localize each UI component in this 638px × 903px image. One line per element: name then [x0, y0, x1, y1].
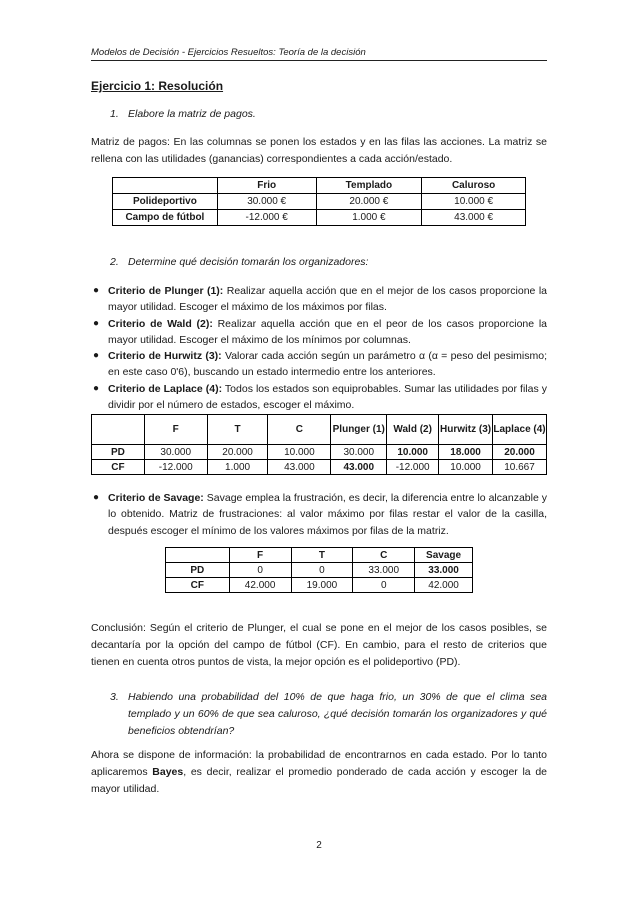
criteria-cell: 10.000 [439, 460, 493, 475]
criterion-label: Criterio de Savage: [108, 492, 204, 504]
criterion-label: Criterio de Wald (2): [108, 317, 213, 330]
criteria-list [91, 283, 547, 413]
criterion-text: Savage emplea la frustración, es decir, la diferencia entre lo alcanzable y lo obtenido. Matriz de frustraciones: al valor máximo por filas restar el valor de la casilla, después escoger el mínimo de los valores máximos por filas de la matriz. [108, 492, 548, 537]
savage-cell: 0 [229, 563, 291, 578]
list-item [91, 348, 547, 381]
criteria-cell: 30.000 [331, 445, 387, 460]
bullet-icon: ● [93, 285, 100, 296]
criteria-cell: 1.000 [207, 460, 268, 475]
payoff-header: Templado [316, 178, 422, 194]
payoff-cell: 30.000 € [217, 194, 316, 210]
criteria-header-corner [92, 415, 145, 445]
question-1-text: Elabore la matriz de pagos. [128, 108, 256, 120]
bullet-icon: ● [93, 382, 100, 394]
criteria-cell: 30.000 [144, 445, 207, 460]
savage-cell: 42.000 [229, 578, 291, 593]
payoff-cell: 10.000 € [422, 194, 526, 210]
savage-cell-best: 33.000 [415, 563, 473, 578]
savage-header: F [229, 548, 291, 563]
table-row [166, 563, 473, 578]
criterion-label: Criterio de Plunger (1): [108, 285, 224, 297]
criteria-header: F [144, 415, 207, 445]
savage-header-corner [166, 548, 230, 563]
criteria-cell-best: 43.000 [331, 460, 387, 475]
list-item [91, 381, 547, 414]
running-header: Modelos de Decisión - Ejercicios Resueltos: Teoría de la decisión [91, 47, 547, 61]
payoff-row-label: Polideportivo [113, 194, 218, 210]
table-row [92, 445, 547, 460]
savage-header: C [353, 548, 415, 563]
payoff-header-corner [113, 178, 218, 194]
section-title: Ejercicio 1: Resolución [91, 79, 224, 93]
criteria-header: Laplace (4) [493, 415, 547, 445]
criteria-cell: 43.000 [268, 460, 331, 475]
savage-table [165, 547, 473, 593]
criterion-text: Realizar aquella acción que en el mejor de los casos proporcione la mayor utilidad. Escoger el máximo de los máximos por filas. [108, 285, 547, 314]
question-3 [110, 689, 547, 740]
conclusion-paragraph: Conclusión: Según el criterio de Plunger, el cual se pone en el mejor de los casos posibles, se decantaría por la opción del campo de fútbol (CF). En cambio, para el resto de criterios que tienen en cuenta otros puntos de vista, la mejor opción es el polideportivo (PD). [91, 622, 547, 668]
criteria-cell: 20.000 [207, 445, 268, 460]
savage-header: Savage [415, 548, 473, 563]
criteria-cell-best: 20.000 [493, 445, 547, 460]
list-item [91, 316, 547, 349]
savage-cell: 0 [353, 578, 415, 593]
savage-cell: 42.000 [415, 578, 473, 593]
criteria-cell: -12.000 [387, 460, 439, 475]
bullet-icon: ● [93, 350, 100, 362]
table-row [113, 194, 526, 210]
bullet-icon: ● [93, 317, 100, 329]
payoff-header: Frio [217, 178, 316, 194]
criteria-header: T [207, 415, 268, 445]
table-row [113, 210, 526, 226]
table-row [166, 578, 473, 593]
question-2-number: 2. [110, 256, 119, 268]
page-number: 2 [316, 840, 322, 851]
list-item [91, 283, 547, 316]
savage-criterion [91, 490, 547, 539]
savage-cell: 19.000 [291, 578, 353, 593]
criteria-header: Plunger (1) [331, 415, 387, 445]
payoff-cell: -12.000 € [217, 210, 316, 226]
bayes-text-post: , es decir, realizar el promedio ponderado de cada acción y escoger la de mayor utilidad. [91, 766, 548, 795]
list-item [91, 490, 547, 539]
savage-cell: 0 [291, 563, 353, 578]
criteria-row-label: PD [92, 445, 145, 460]
payoff-cell: 1.000 € [316, 210, 422, 226]
bayes-text-pre: Ahora se dispone de información: la probabilidad de encontrarnos en cada estado. Por lo tanto aplicaremos [91, 749, 547, 778]
criteria-cell: 10.000 [268, 445, 331, 460]
criteria-results-table [91, 414, 547, 475]
savage-row-label: PD [166, 563, 230, 578]
payoff-cell: 43.000 € [422, 210, 526, 226]
criteria-cell-best: 18.000 [439, 445, 493, 460]
savage-header: T [291, 548, 353, 563]
payoff-row-label: Campo de fútbol [113, 210, 218, 226]
criteria-header: Wald (2) [387, 415, 439, 445]
payoff-header: Caluroso [422, 178, 526, 194]
question-3-number: 3. [110, 691, 119, 703]
payoff-matrix-table [112, 177, 526, 226]
criterion-text: Valorar cada acción según un parámetro α (α = peso del pesimismo; en este caso 0'6), buscando un estado intermedio entre los anteriores. [108, 350, 548, 379]
criteria-header: C [268, 415, 331, 445]
criterion-label: Criterio de Laplace (4): [108, 382, 223, 395]
bayes-term: Bayes [152, 766, 184, 778]
question-3-text: Habiendo una probabilidad del 10% de que haga frio, un 30% de que el clima sea templado y un 60% de que sea caluroso, ¿qué decisión tomarán los organizadores y qué beneficios obtendrían? [128, 691, 547, 737]
criteria-cell: -12.000 [144, 460, 207, 475]
question-1-number: 1. [110, 108, 119, 120]
payoff-cell: 20.000 € [316, 194, 422, 210]
question-1 [110, 108, 256, 120]
criterion-text: Realizar aquella acción que en el peor de los casos proporcione la mayor utilidad. Escoger el máximo de los mínimos por columnas. [108, 317, 547, 346]
criteria-row-label: CF [92, 460, 145, 475]
bayes-paragraph [91, 747, 547, 798]
criteria-cell: 10.667 [493, 460, 547, 475]
bullet-icon: ● [93, 492, 100, 503]
savage-row-label: CF [166, 578, 230, 593]
question-2-text: Determine qué decisión tomarán los organizadores: [128, 256, 369, 268]
savage-cell: 33.000 [353, 563, 415, 578]
criterion-label: Criterio de Hurwitz (3): [108, 350, 222, 363]
question-2 [110, 256, 368, 268]
criteria-header: Hurwitz (3) [439, 415, 493, 445]
table-row [92, 460, 547, 475]
payoff-matrix-intro: Matriz de pagos: En las columnas se ponen los estados y en las filas las acciones. La matriz se rellena con las utilidades (ganancias) correspondientes a cada acción/estado. [91, 136, 547, 165]
criteria-cell-best: 10.000 [387, 445, 439, 460]
criterion-text: Todos los estados son equiprobables. Sumar las utilidades por filas y dividir por el número de estados, escoger el máximo. [108, 382, 547, 412]
